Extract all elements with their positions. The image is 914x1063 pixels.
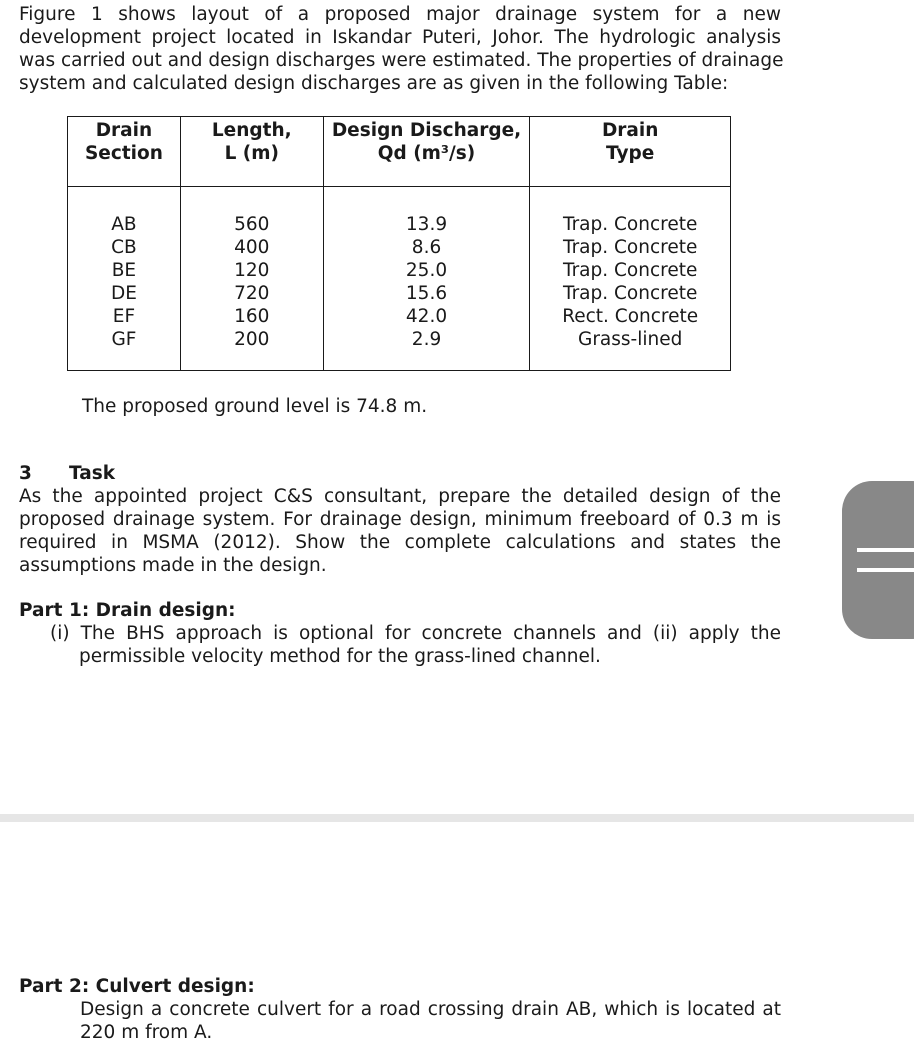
table-cell: 25.0 xyxy=(405,260,448,281)
column-length xyxy=(180,187,323,371)
column-drain-section xyxy=(68,187,181,371)
part2-title: Part 2: Culvert design: xyxy=(19,976,255,997)
task-number: 3 xyxy=(19,463,32,484)
table-cell: Rect. Concrete xyxy=(562,306,699,327)
intro-line: was carried out and design discharges were estimated. The properties of drainage xyxy=(19,50,784,71)
task-line: required in MSMA (2012). Show the complete calculations and states the xyxy=(19,532,781,553)
side-drawer-handle[interactable] xyxy=(842,481,914,639)
header-drain-section: Drain Section xyxy=(68,117,181,187)
column-design-discharge xyxy=(323,187,530,371)
table-cell: 120 xyxy=(234,260,270,281)
table-cell: 560 xyxy=(234,214,270,235)
table-cell: 15.6 xyxy=(405,283,448,304)
part2-paragraph xyxy=(80,998,781,1044)
intro-line: Figure 1 shows layout of a proposed major drainage system for a new xyxy=(19,4,781,25)
table-cell: Grass-lined xyxy=(577,329,683,350)
table-cell: 42.0 xyxy=(405,306,448,327)
page-divider xyxy=(0,814,914,822)
ground-level-note: The proposed ground level is 74.8 m. xyxy=(82,396,428,417)
part2-line: 220 m from A. xyxy=(80,1022,213,1043)
table-header-row xyxy=(68,117,731,187)
table-cell: Trap. Concrete xyxy=(562,214,698,235)
part2-line: Design a concrete culvert for a road crossing drain AB, which is located at xyxy=(80,999,781,1020)
drag-handle-icon xyxy=(857,568,914,572)
table-cell: Trap. Concrete xyxy=(562,260,698,281)
table-cell: Trap. Concrete xyxy=(562,237,698,258)
table-cell: GF xyxy=(111,329,137,350)
part1-item-line: permissible velocity method for the grass-lined channel. xyxy=(79,646,601,667)
part1-title: Part 1: Drain design: xyxy=(19,600,236,621)
table-cell: EF xyxy=(112,306,136,327)
column-drain-type xyxy=(530,187,731,371)
task-line: assumptions made in the design. xyxy=(19,555,327,576)
table-cell: 160 xyxy=(234,306,270,327)
task-paragraph xyxy=(19,485,781,577)
task-heading xyxy=(19,462,115,485)
table-cell: 2.9 xyxy=(411,329,442,350)
table-cell: 8.6 xyxy=(411,237,442,258)
part1-list-item xyxy=(50,622,781,668)
table-cell: 720 xyxy=(234,283,270,304)
task-title: Task xyxy=(69,463,116,484)
table-cell: DE xyxy=(110,283,137,304)
header-design-discharge: Design Discharge, Qd (m³/s) xyxy=(323,117,530,187)
task-line: proposed drainage system. For drainage design, minimum freeboard of 0.3 m is xyxy=(19,509,781,530)
table-cell: CB xyxy=(111,237,137,258)
header-length: Length, L (m) xyxy=(180,117,323,187)
intro-paragraph xyxy=(19,3,784,95)
drag-handle-icon xyxy=(857,548,914,552)
table-cell: 400 xyxy=(234,237,270,258)
task-line: As the appointed project C&S consultant, prepare the detailed design of the xyxy=(19,486,781,507)
part1-item-line: (i) The BHS approach is optional for concrete channels and (ii) apply the xyxy=(50,623,781,644)
table-row xyxy=(68,187,731,371)
table-cell: AB xyxy=(111,214,137,235)
table-cell: 13.9 xyxy=(405,214,448,235)
table-cell: BE xyxy=(111,260,137,281)
header-drain-type: Drain Type xyxy=(530,117,731,187)
table-cell: 200 xyxy=(234,329,270,350)
table-cell: Trap. Concrete xyxy=(562,283,698,304)
intro-line: system and calculated design discharges are as given in the following Table: xyxy=(19,73,729,94)
intro-line: development project located in Iskandar Puteri, Johor. The hydrologic analysis xyxy=(19,27,781,48)
drainage-properties-table xyxy=(67,116,731,371)
